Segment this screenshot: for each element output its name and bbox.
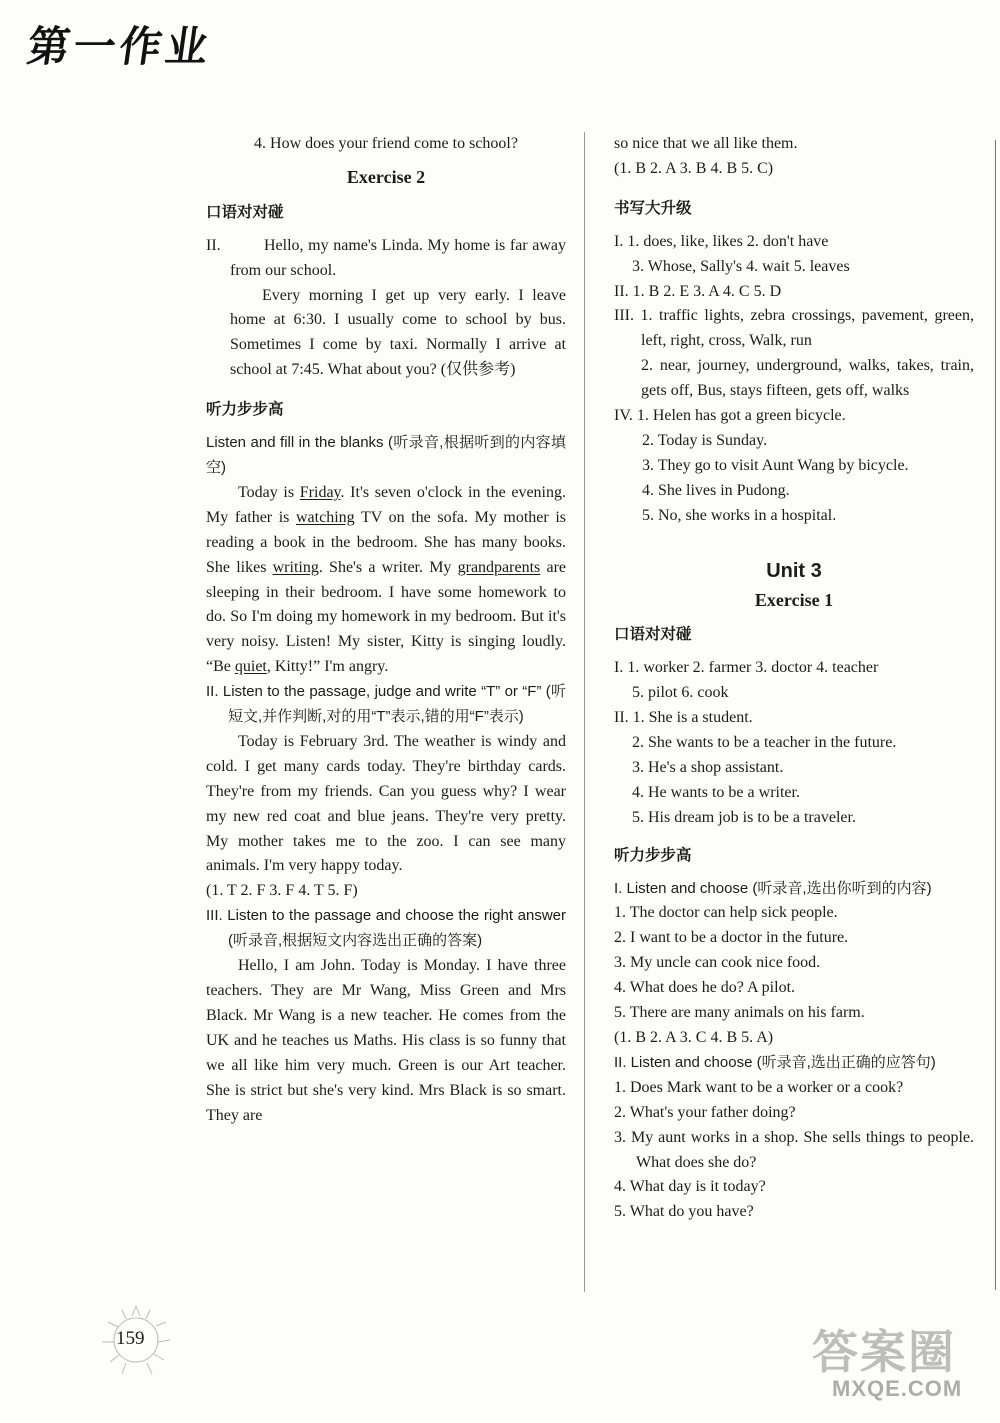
- writing-iii-1: III. 1. traffic lights, zebra crossings, pavement, green, left, right, cross, Walk, run: [614, 307, 974, 350]
- oral-label: II.: [206, 236, 221, 254]
- passage-text: Today is: [238, 483, 300, 501]
- blank-answer: watching: [296, 508, 355, 526]
- part-iii-title: III. Listen to the passage and choose the right answer (听录音,根据短文内容选出正确的答案): [206, 907, 566, 950]
- column-divider: [584, 132, 585, 1292]
- part-iii-passage: Hello, I am John. Today is Monday. I have three teachers. They are Mr Wang, Miss Green and Mrs Black. Mr Wang is a new teacher. He comes from the UK and he teaches us Maths. His class is so funny that we all like him very much. Green is our Art teacher. She is strict but she's very kind. Mrs Black is so smart. They are: [206, 957, 566, 1124]
- right-column: [614, 132, 974, 1225]
- passage-continued: so nice that we all like them.: [614, 135, 798, 152]
- writing-ii: II. 1. B 2. E 3. A 4. C 5. D: [614, 282, 782, 300]
- passage-answers: (1. B 2. A 3. B 4. B 5. C): [614, 159, 774, 177]
- oral-text: Hello, my name's Linda. My home is far away from our school.: [230, 236, 566, 279]
- passage-text: , Kitty!” I'm angry.: [266, 658, 389, 676]
- listen-i-item: 5. There are many animals on his farm.: [614, 1004, 865, 1022]
- section-writing: 书写大升级: [614, 198, 692, 217]
- section-listen: 听力步步高: [206, 400, 284, 419]
- oral-i-line1: I. 1. worker 2. farmer 3. doctor 4. teacher: [614, 659, 879, 677]
- writing-iv-item: IV. 1. Helen has got a green bicycle.: [614, 407, 846, 425]
- listen-fill-passage: [206, 481, 566, 680]
- section-listen-unit3: 听力步步高: [614, 845, 692, 864]
- unit-3-title: Unit 3: [766, 559, 822, 582]
- listen-i-list: [614, 901, 974, 1026]
- listen-ii-item: 2. What's your father doing?: [614, 1103, 796, 1121]
- writing-iv-item: 2. Today is Sunday.: [642, 431, 768, 449]
- listen-ii-item: 5. What do you have?: [614, 1203, 754, 1221]
- section-oral: 口语对对碰: [206, 202, 284, 221]
- listen-i-title: I. Listen and choose (听录音,选出你听到的内容): [614, 879, 932, 897]
- oral-ii-item: II. 1. She is a student.: [614, 709, 753, 727]
- listen-ii-item: 4. What day is it today?: [614, 1178, 766, 1196]
- blank-answer: writing: [272, 558, 319, 576]
- part-ii-title: II. Listen to the passage, judge and write “T” or “F” (听短文,并作判断,对的用“T”表示,错的用“F”表示): [206, 683, 566, 726]
- listen-i-item: 3. My uncle can cook nice food.: [614, 954, 821, 972]
- writing-iv-item: 3. They go to visit Aunt Wang by bicycle.: [642, 456, 909, 474]
- writing-iii-2: 2. near, journey, underground, walks, takes, train, gets off, Bus, stays fifteen, gets off, walks: [641, 357, 974, 400]
- part-ii-answers: (1. T 2. F 3. F 4. T 5. F): [206, 882, 358, 900]
- oral-ii-item: 2. She wants to be a teacher in the future.: [632, 734, 897, 752]
- watermark-url: MXQE.COM: [832, 1376, 963, 1401]
- page-edge: [995, 140, 996, 1290]
- section-oral-unit3: 口语对对碰: [614, 625, 692, 644]
- writing-i-line1: I. 1. does, like, likes 2. don't have: [614, 232, 829, 250]
- listen-ii-item: 3. My aunt works in a shop. She sells things to people. What does she do?: [614, 1128, 974, 1171]
- listen-i-item: 4. What does he do? A pilot.: [614, 979, 796, 997]
- part-ii-passage: Today is February 3rd. The weather is windy and cold. I get many cards today. They're birthday cards. They're from my friends. Can you guess why? I wear my new red coat and blue jeans. They're very pretty. My mother takes me to the zoo. I can see many animals. I'm very happy today.: [206, 732, 566, 875]
- listen-i-answers: (1. B 2. A 3. C 4. B 5. A): [614, 1029, 774, 1046]
- oral-ii-item: 3. He's a shop assistant.: [632, 758, 784, 776]
- listen-i-item: 2. I want to be a doctor in the future.: [614, 929, 849, 947]
- passage-text: TV on the sofa. My mother is reading a book in the bedroom. She has many books. She likes: [206, 508, 567, 576]
- oral-i-line2: 5. pilot 6. cook: [632, 684, 729, 702]
- writing-iv-item: 4. She lives in Pudong.: [642, 481, 790, 499]
- exercise-2-title: Exercise 2: [346, 166, 426, 187]
- oral-answer-para2: Every morning I get up very early. I leave home at 6:30. I usually come to school by bus. Sometimes I come by taxi. Normally I arrive at school at 7:45. What about you? (仅供参考): [230, 286, 566, 379]
- exercise-1-title: Exercise 1: [754, 589, 834, 610]
- listen-ii-title: II. Listen and choose (听录音,选出正确的应答句): [614, 1053, 936, 1071]
- oral-ii-item: 4. He wants to be a writer.: [632, 783, 800, 801]
- writing-i-line2: 3. Whose, Sally's 4. wait 5. leaves: [632, 257, 850, 275]
- listen-ii-item: 1. Does Mark want to be a worker or a cook?: [614, 1078, 904, 1096]
- watermark: [812, 1316, 992, 1416]
- blank-answer: grandparents: [457, 558, 541, 576]
- oral-ii-item: 5. His dream job is to be a traveler.: [632, 808, 856, 826]
- listen-fill-title: Listen and fill in the blanks (听录音,根据听到的内容填空): [206, 434, 566, 476]
- listen-ii-list: [614, 1076, 974, 1225]
- brand-logo: 第一作业: [24, 22, 216, 71]
- passage-text: . It's seven o'clock in the evening. My father is: [206, 483, 566, 526]
- left-column: [206, 132, 566, 1128]
- blank-answer: quiet: [234, 658, 267, 676]
- writing-iv-item: 5. No, she works in a hospital.: [642, 506, 837, 524]
- oral-ii-list: [614, 706, 974, 831]
- question-4: 4. How does your friend come to school?: [254, 135, 518, 152]
- listen-i-item: 1. The doctor can help sick people.: [614, 904, 838, 922]
- page-number: 159: [116, 1328, 145, 1349]
- oral-answer-line1: [206, 234, 566, 284]
- writing-iv-list: [614, 404, 974, 529]
- blank-answer: Friday: [299, 483, 341, 501]
- page-number-badge: [92, 1300, 182, 1380]
- passage-text: . She's a writer. My: [318, 558, 458, 576]
- watermark-logo: 答案圈: [812, 1326, 956, 1378]
- passage-text: are sleeping in their bedroom. I have some homework to do. So I'm doing my homework in my bedroom. But it's very noisy. Listen! My sister, Kitty is singing loudly. “Be: [206, 558, 566, 676]
